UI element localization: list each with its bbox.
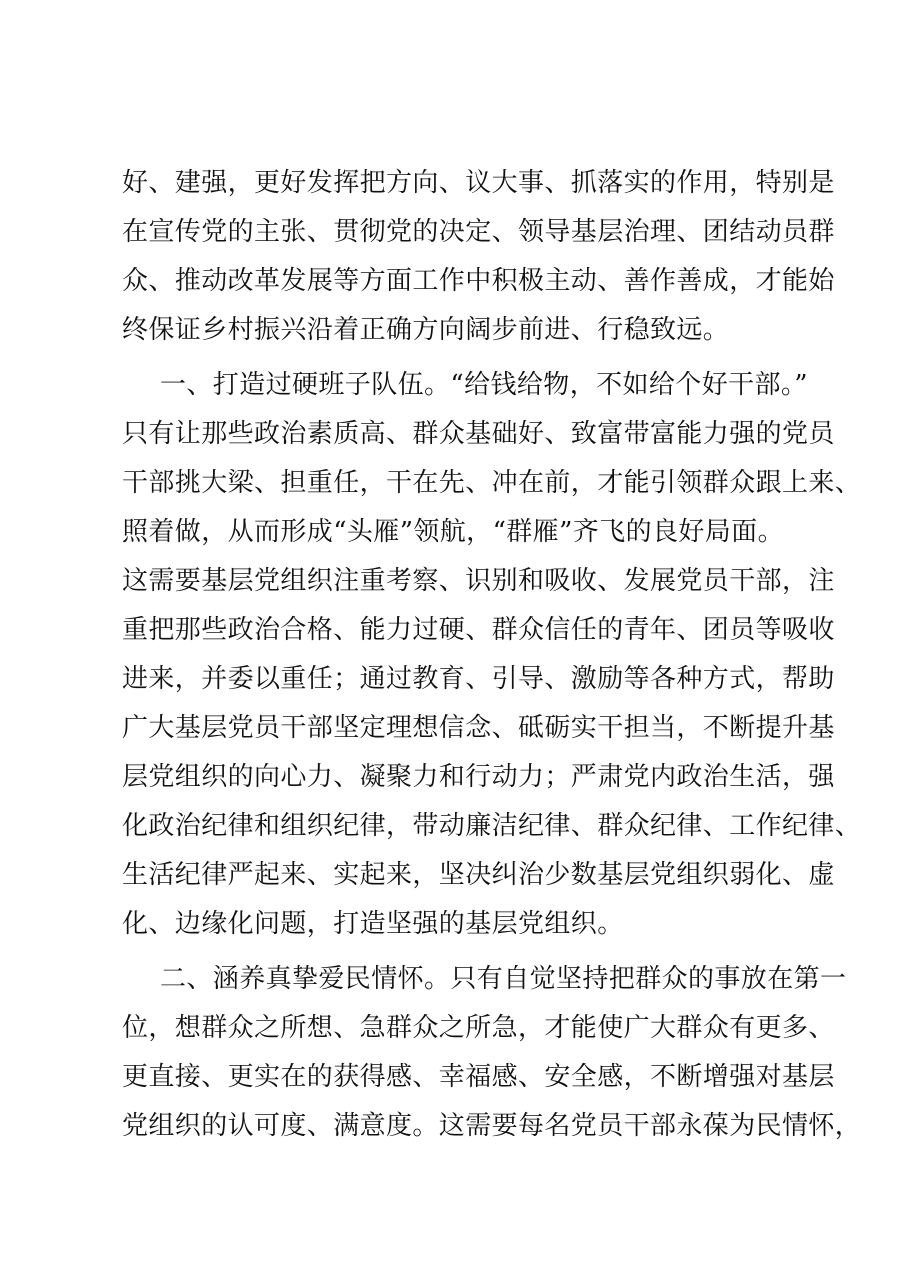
text-line: 好、建强，更好发挥把方向、议大事、抓落实的作用，特别是 <box>122 168 835 198</box>
text-line: 终保证乡村振兴沿着正确方向阔步前进、行稳致远。 <box>122 315 730 345</box>
paragraph-heading-line: 一、打造过硬班子队伍。“给钱给物，不如给个好干部。” <box>160 370 808 400</box>
text-line: 进来，并委以重任；通过教育、引导、激励等各种方式，帮助 <box>122 664 835 694</box>
text-line: 照着做，从而形成“头雁”领航，“群雁”齐飞的良好局面。 <box>122 517 784 547</box>
text-line: 只有让那些政治素质高、群众基础好、致富带富能力强的党员 <box>122 419 835 449</box>
text-line: 位，想群众之所想、急群众之所急，才能使广大群众有更多、 <box>122 1013 835 1043</box>
text-line: 更直接、更实在的获得感、幸福感、安全感，不断增强对基层 <box>122 1062 835 1092</box>
text-line: 众、推动改革发展等方面工作中积极主动、善作善成，才能始 <box>122 266 835 296</box>
text-line: 在宣传党的主张、贯彻党的决定、领导基层治理、团结动员群 <box>122 217 835 247</box>
text-line: 广大基层党员干部坚定理想信念、砥砺实干担当，不断提升基 <box>122 713 835 743</box>
text-line: 党组织的认可度、满意度。这需要每名党员干部永葆为民情怀， <box>122 1111 862 1141</box>
text-line: 这需要基层党组织注重考察、识别和吸收、发展党员干部，注 <box>122 566 835 596</box>
text-line: 化、边缘化问题，打造坚强的基层党组织。 <box>122 909 624 939</box>
text-line: 层党组织的向心力、凝聚力和行动力；严肃党内政治生活，强 <box>122 762 835 792</box>
text-line: 重把那些政治合格、能力过硬、群众信任的青年、团员等吸收 <box>122 615 835 645</box>
text-line: 化政治纪律和组织纪律，带动廉洁纪律、群众纪律、工作纪律、 <box>122 811 862 841</box>
text-line: 生活纪律严起来、实起来，坚决纠治少数基层党组织弱化、虚 <box>122 860 835 890</box>
paragraph-heading-line: 二、涵养真挚爱民情怀。只有自觉坚持把群众的事放在第一 <box>160 964 847 994</box>
text-line: 干部挑大梁、担重任，干在先、冲在前，才能引领群众跟上来、 <box>122 468 862 498</box>
